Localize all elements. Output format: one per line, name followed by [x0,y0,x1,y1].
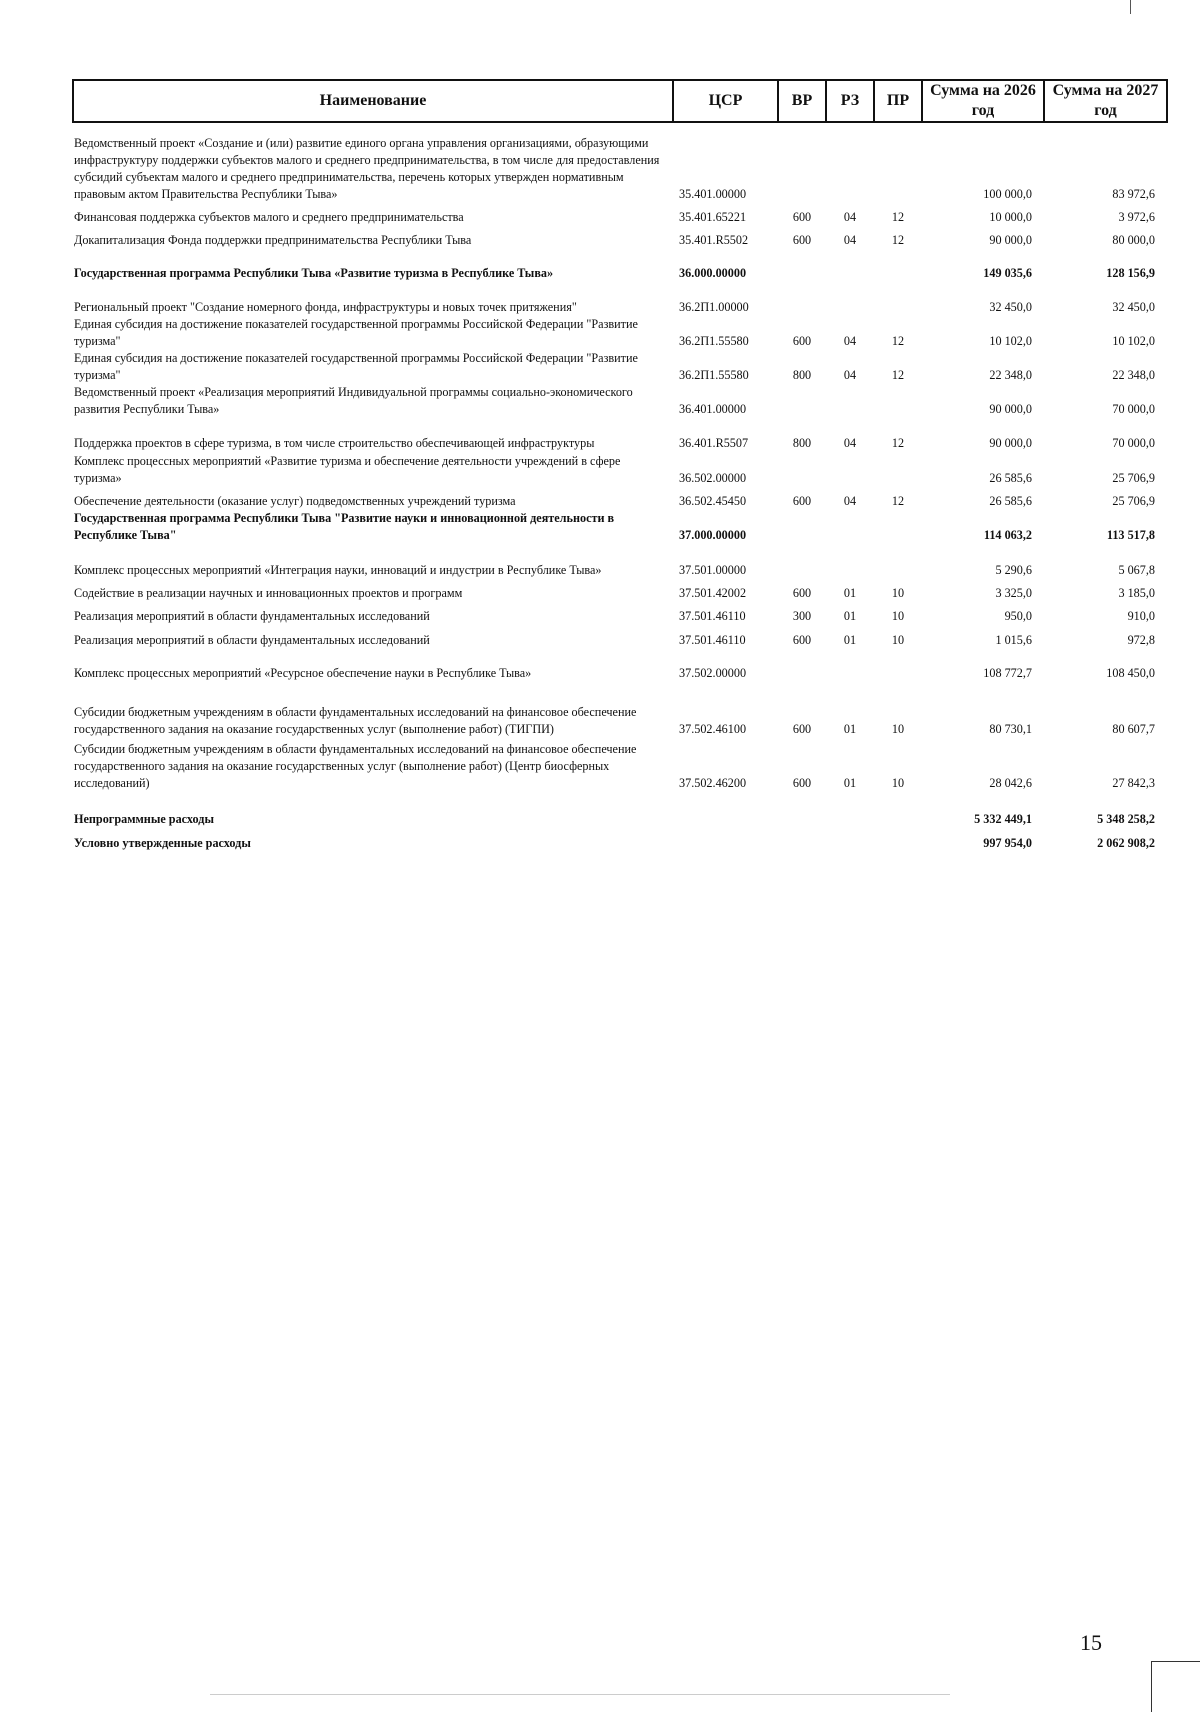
cell-pr: 12 [891,494,905,508]
cell-sum2026: 100 000,0 [983,187,1032,201]
cell-name: Комплекс процессных мероприятий «Ресурсное обеспечение науки в Республике Тыва» [74,666,532,680]
cell-pr: 10 [891,722,905,736]
cell-name: Обеспечение деятельности (оказание услуг) подведомственных учреждений туризма [74,494,516,508]
cell-vr [778,249,826,282]
totals-sum2026: 5 332 449,1 [974,812,1032,826]
cell-name: Субсидии бюджетным учреждениям в области фундаментальных исследований на финансовое обеспечение государственного задания на оказание государственных услуг (выполнение работ) (ТИГПИ) [74,705,637,736]
cell-name: Поддержка проектов в сфере туризма, в том числе строительство обеспечивающей инфраструктуры [74,436,595,450]
cell-rz: 01 [843,722,857,736]
table-row [73,682,1167,738]
cell-rz: 04 [843,233,857,247]
totals-row [73,804,1167,828]
table-row [73,625,1167,649]
cell-pr [874,282,922,316]
table-row [73,579,1167,602]
cell-csr: 37.000.00000 [679,528,747,542]
cell-name: Государственная программа Республики Тыва "Развитие науки и инновационной деятельности в Республике Тыва" [74,511,615,542]
totals-sum2027: 2 062 908,2 [1097,836,1155,850]
table-row [73,602,1167,625]
table-row [73,418,1167,452]
cell-rz [826,452,874,487]
cell-pr [874,452,922,487]
cell-sum2026: 90 000,0 [989,233,1032,247]
cell-sum2027: 83 972,6 [1112,187,1155,201]
header-sum-2027 [1044,80,1167,122]
cell-name: Докапитализация Фонда поддержки предпринимательства Республики Тыва [74,233,472,247]
cell-rz: 04 [843,368,857,382]
cell-csr: 37.501.42002 [679,586,747,600]
cell-sum2026: 90 000,0 [989,402,1032,416]
cell-csr: 35.401.65221 [679,210,747,224]
cell-csr: 36.401.00000 [679,402,747,416]
cell-vr: 600 [792,722,812,736]
cell-pr: 10 [891,586,905,600]
cell-csr: 37.502.00000 [679,666,747,680]
cell-vr: 600 [792,334,812,348]
cell-csr: 36.401.R5507 [679,436,749,450]
table-row [73,316,1167,350]
cell-name: Финансовая поддержка субъектов малого и среднего предпринимательства [74,210,464,224]
cell-sum2026: 1 015,6 [995,633,1032,647]
header-sum-2027-line2: год [1094,102,1117,119]
cell-csr: 37.502.46200 [679,776,747,790]
cell-pr: 12 [891,436,905,450]
cell-sum2026: 10 102,0 [989,334,1032,348]
cell-name: Комплекс процессных мероприятий «Интеграция науки, инноваций и индустрии в Республике Тыва» [74,563,602,577]
cell-csr: 36.000.00000 [679,266,747,280]
cell-sum2027: 3 185,0 [1118,586,1155,600]
cell-rz [826,122,874,203]
header-sum-2026 [922,80,1044,122]
cell-pr [874,249,922,282]
totals-name: Условно утвержденные расходы [74,836,251,850]
scan-corner-mark [1151,1661,1200,1712]
table-row [73,226,1167,249]
cell-csr: 36.2П1.55580 [679,334,749,348]
cell-rz: 04 [843,334,857,348]
totals-sum2027: 5 348 258,2 [1097,812,1155,826]
cell-sum2027: 80 000,0 [1112,233,1155,247]
table-row [73,203,1167,226]
cell-csr: 36.2П1.55580 [679,368,749,382]
cell-csr: 37.501.00000 [679,563,747,577]
cell-rz [826,282,874,316]
cell-sum2027: 25 706,9 [1112,471,1155,485]
cell-sum2026: 5 290,6 [995,563,1032,577]
cell-sum2026: 80 730,1 [989,722,1032,736]
header-csr: ЦСР [673,80,778,122]
cell-rz: 01 [843,586,857,600]
totals-sum2026: 997 954,0 [983,836,1032,850]
cell-sum2027: 70 000,0 [1112,402,1155,416]
cell-vr [778,282,826,316]
table-row [73,122,1167,203]
table-row [73,738,1167,792]
cell-sum2027: 80 607,7 [1112,722,1155,736]
cell-pr: 12 [891,368,905,382]
cell-sum2027: 32 450,0 [1112,300,1155,314]
cell-vr [778,649,826,682]
cell-pr: 12 [891,210,905,224]
cell-vr: 800 [792,368,812,382]
cell-name: Реализация мероприятий в области фундаментальных исследований [74,633,430,647]
cell-rz [826,384,874,418]
table-header-row [73,80,1167,122]
cell-vr: 300 [792,609,812,623]
header-sum-2026-line2: год [971,102,995,119]
cell-vr: 600 [792,233,812,247]
spacer-row [73,792,1167,804]
table-row [73,487,1167,510]
cell-pr [874,510,922,544]
cell-rz: 04 [843,436,857,450]
cell-vr [778,384,826,418]
table-row [73,452,1167,487]
cell-csr: 35.401.R5502 [679,233,749,247]
cell-rz: 01 [843,609,857,623]
cell-sum2027: 108 450,0 [1106,666,1155,680]
cell-rz [826,249,874,282]
cell-csr: 37.501.46110 [679,609,746,623]
cell-pr [874,384,922,418]
cell-name: Государственная программа Республики Тыва «Развитие туризма в Республике Тыва» [74,266,554,280]
cell-vr [778,122,826,203]
totals-row [73,828,1167,852]
cell-pr [874,122,922,203]
cell-pr [874,649,922,682]
cell-pr: 10 [891,609,905,623]
table-row [73,544,1167,579]
cell-sum2026: 22 348,0 [989,368,1032,382]
cell-sum2026: 28 042,6 [989,776,1032,790]
page-number: 15 [1080,1630,1102,1655]
cell-vr: 600 [792,494,812,508]
header-vr: ВР [778,80,826,122]
cell-rz: 04 [843,494,857,508]
table-row [73,510,1167,544]
cell-name: Комплекс процессных мероприятий «Развитие туризма и обеспечение деятельности учреждений в сфере туризма» [74,454,621,485]
cell-vr: 800 [792,436,812,450]
cell-csr: 37.502.46100 [679,722,747,736]
cell-name: Реализация мероприятий в области фундаментальных исследований [74,609,430,623]
table-row [73,282,1167,316]
cell-sum2026: 108 772,7 [983,666,1032,680]
cell-sum2027: 972,8 [1127,633,1155,647]
cell-sum2026: 10 000,0 [989,210,1032,224]
cell-sum2026: 26 585,6 [989,471,1032,485]
cell-sum2026: 149 035,6 [983,266,1032,280]
cell-vr [778,452,826,487]
cell-sum2027: 113 517,8 [1106,528,1155,542]
table-row [73,350,1167,384]
cell-pr: 10 [891,776,905,790]
budget-table [72,79,1168,852]
cell-sum2027: 5 067,8 [1118,563,1155,577]
cell-csr: 36.2П1.00000 [679,300,749,314]
cell-pr: 12 [891,233,905,247]
totals-name: Непрограммные расходы [74,812,214,826]
cell-pr: 10 [891,633,905,647]
cell-vr [778,510,826,544]
cell-pr: 12 [891,334,905,348]
cell-sum2027: 22 348,0 [1112,368,1155,382]
table-body [73,122,1167,852]
cell-sum2027: 128 156,9 [1106,266,1155,280]
cell-csr: 35.401.00000 [679,187,747,201]
table-row [73,384,1167,418]
cell-sum2027: 25 706,9 [1112,494,1155,508]
header-name: Наименование [73,80,673,122]
cell-sum2026: 950,0 [1004,609,1032,623]
cell-name: Ведомственный проект «Создание и (или) развитие единого органа управления организациями, образующими инфраструктуру поддержки субъектов малого и среднего предпринимательства, в том числе для предоставления субсидий субъектам малого и среднего предпринимательства, перечень которых утвержден нормативным правовым актом Правительства Республики Тыва» [74,136,660,201]
header-sum-2026-line1: Сумма на 2026 [930,82,1036,99]
cell-rz [826,544,874,579]
cell-sum2026: 3 325,0 [995,586,1032,600]
cell-sum2026: 32 450,0 [989,300,1032,314]
cell-csr: 37.501.46110 [679,633,746,647]
cell-csr: 36.502.00000 [679,471,747,485]
cell-sum2027: 10 102,0 [1112,334,1155,348]
cell-sum2027: 27 842,3 [1112,776,1155,790]
cell-vr: 600 [792,586,812,600]
scan-mark [1130,0,1131,14]
table-row [73,649,1167,682]
cell-sum2026: 90 000,0 [989,436,1032,450]
cell-name: Единая субсидия на достижение показателей государственной программы Российской Федерации "Развитие туризма" [74,351,638,382]
cell-rz: 01 [843,633,857,647]
header-rz: РЗ [826,80,874,122]
cell-vr: 600 [792,776,812,790]
cell-sum2027: 70 000,0 [1112,436,1155,450]
cell-vr: 600 [792,633,812,647]
cell-rz [826,649,874,682]
cell-name: Единая субсидия на достижение показателей государственной программы Российской Федерации "Развитие туризма" [74,317,638,348]
cell-sum2027: 3 972,6 [1118,210,1155,224]
header-pr: ПР [874,80,922,122]
scan-edge-line [210,1694,950,1695]
cell-rz [826,510,874,544]
cell-name: Субсидии бюджетным учреждениям в области фундаментальных исследований на финансовое обеспечение государственного задания на оказание государственных услуг (выполнение работ) (Центр биосферных исследований) [74,742,637,790]
header-sum-2027-line1: Сумма на 2027 [1052,82,1159,99]
cell-sum2026: 114 063,2 [983,528,1032,542]
cell-rz: 04 [843,210,857,224]
cell-name: Ведомственный проект «Реализация мероприятий Индивидуальной программы социально-экономического развития Республики Тыва» [74,385,633,416]
cell-name: Региональный проект "Создание номерного фонда, инфраструктуры и новых точек притяжения" [74,300,577,314]
cell-vr: 600 [792,210,812,224]
cell-csr: 36.502.45450 [679,494,747,508]
cell-name: Содействие в реализации научных и инновационных проектов и программ [74,586,463,600]
cell-sum2027: 910,0 [1127,609,1155,623]
cell-vr [778,544,826,579]
table-row [73,249,1167,282]
cell-sum2026: 26 585,6 [989,494,1032,508]
cell-rz: 01 [843,776,857,790]
cell-pr [874,544,922,579]
